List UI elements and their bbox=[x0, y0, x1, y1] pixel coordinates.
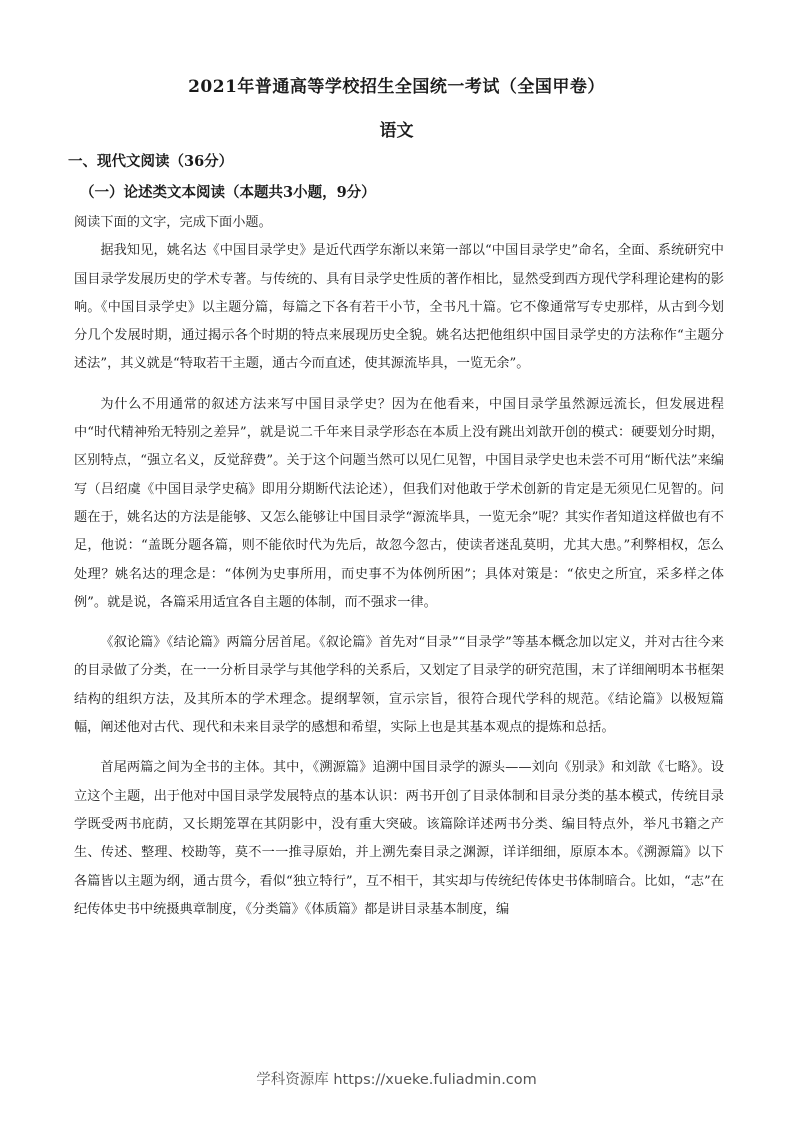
exam-title: 2021年普通高等学校招生全国统一考试（全国甲卷） bbox=[188, 77, 605, 97]
paragraph-2: 为什么不用通常的叙述方法来写中国目录学史？因为在他看来，中国目录学虽然源远流长，但发展进程中“时代精神殆无特别之差异”，就是说二千年来目录学形态在本质上没有跳出刘歆开创的模式：硬要划分时期，区别特点，“强立名义，反觉辞费”。关于这个问题当然可以见仁见智，中国目录学史也未尝不可用“断代法”来编写（吕绍虞《中国目录学史稿》即用分期断代法论述），但我们对他敢于学术创新的肯定是无须见仁见智的。问题在于，姚名达的方法是能够、又怎么能够让中国目录学“源流毕具，一览无余”呢？其实作者知道这样做也有不足，他说：“盖既分题各篇，则不能依时代为先后，故忽今忽古，使读者迷乱莫明，尤其大患。”利弊相权，怎么处理？姚名达的理念是：“体例为史事所用，而史事不为体例所困”；具体对策是：“依史之所宜，采多样之体例”。就是说，各篇采用适宜各自主题的体制，而不强求一律。 bbox=[74, 396, 724, 610]
subsection-heading: （一）论述类文本阅读（本题共3小题，9分） bbox=[80, 184, 376, 201]
reading-passage bbox=[74, 209, 724, 924]
watermark-footer: 学科资源库 https://xueke.fuliadmin.com bbox=[256, 1072, 537, 1088]
paragraph-3: 《叙论篇》《结论篇》两篇分居首尾。《叙论篇》首先对“目录”“目录学”等基本概念加以定义，并对古往今来的目录做了分类，在一一分析目录学与其他学科的关系后，又划定了目录学的研究范围，末了详细阐明本书框架结构的组织方法，及其所本的学术理念。提纲挈领，宣示宗旨，很符合现代学科的规范。《结论篇》以极短篇幅，阐述他对古代、现代和未来目录学的感想和希望，实际上也是其基本观点的提炼和总括。 bbox=[74, 635, 724, 736]
section-heading: 一、现代文阅读（36分） bbox=[68, 153, 234, 170]
instruction-text: 阅读下面的文字，完成下面小题。 bbox=[74, 215, 272, 230]
paragraph-4: 首尾两篇之间为全书的主体。其中，《溯源篇》追溯中国目录学的源头——刘向《别录》和刘歆《七略》。设立这个主题，出于他对中国目录学发展特点的基本认识：两书开创了目录体制和目录分类的基本模式，传统目录学既受两书庇荫，又长期笼罩在其阴影中，没有重大突破。该篇除详述两书分类、编目特点外，举凡书籍之产生、传述、整理、校勘等，莫不一一推寻原始，并上溯先秦目录之渊源，详详细细，原原本本。《溯源篇》以下各篇皆以主题为纲，通古贯今，看似“独立特行”，互不相干，其实却与传统纪传体史书体制暗合。比如，“志”在纪传体史书中统摄典章制度，《分类篇》《体质篇》都是讲目录基本制度，编 bbox=[74, 760, 724, 917]
paragraph-1: 据我知见，姚名达《中国目录学史》是近代西学东渐以来第一部以“中国目录学史”命名，全面、系统研究中国目录学发展历史的学术专著。与传统的、具有目录学史性质的著作相比，显然受到西方现代学科理论建构的影响。《中国目录学史》以主题分篇，每篇之下各有若干小节，全书凡十篇。它不像通常写专史那样，从古到今划分几个发展时期，通过揭示各个时期的特点来展现历史全貌。姚名达把他组织中国目录学史的方法称作“主题分述法”，其义就是“特取若干主题，通古今而直述，使其源流毕具，一览无余”。 bbox=[74, 243, 724, 372]
subject-title: 语文 bbox=[379, 121, 414, 141]
